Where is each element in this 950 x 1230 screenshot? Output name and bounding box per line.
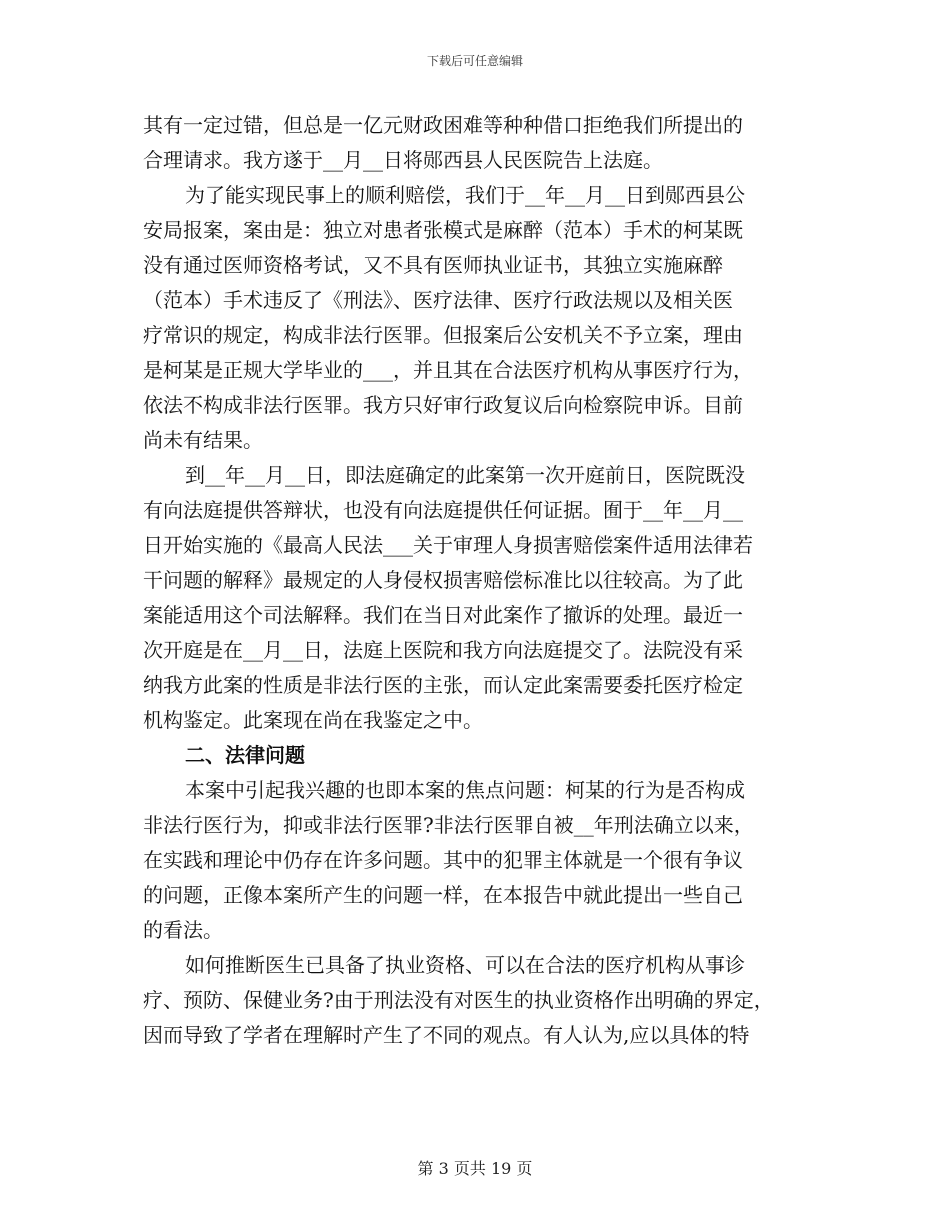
- text-line: （范本）手术违反了《刑法》、医疗法律、医疗行政法规以及相关医: [143, 288, 733, 312]
- text-line: 的问题，正像本案所产生的问题一样，在本报告中就此提出一些自己: [143, 883, 743, 907]
- text-line: 合理请求。我方遂于__月__日将郧西县人民医院告上法庭。: [143, 148, 663, 172]
- text-line: 疗常识的规定，构成非法行医罪。但报案后公安机关不予立案，理由: [143, 323, 743, 347]
- text-line: 机构鉴定。此案现在尚在我鉴定之中。: [143, 708, 483, 732]
- text-line: 依法不构成非法行医罪。我方只好审行政复议后向检察院申诉。目前: [143, 393, 743, 417]
- text-line: 纳我方此案的性质是非法行医的主张，而认定此案需要委托医疗检定: [143, 673, 743, 697]
- page-header: 下载后可任意编辑: [426, 54, 523, 68]
- text-line: 有向法庭提供答辩状，也没有向法庭提供任何证据。囿于__年__月__: [143, 498, 743, 522]
- text-line: 安局报案，案由是：独立对患者张模式是麻醉（范本）手术的柯某既: [143, 218, 743, 242]
- text-line: 案能适用这个司法解释。我们在当日对此案作了撤诉的处理。最近一: [143, 603, 743, 627]
- text-line: 次开庭是在__月__日，法庭上医院和我方向法庭提交了。法院没有采: [143, 638, 743, 662]
- text-line: 其有一定过错，但总是一亿元财政困难等种种借口拒绝我们所提出的: [143, 113, 743, 137]
- text-line: 尚未有结果。: [143, 428, 263, 452]
- text-line: 本案中引起我兴趣的也即本案的焦点问题：柯某的行为是否构成: [185, 778, 745, 802]
- page-number: 第 3 页共 19 页: [417, 1159, 533, 1178]
- text-line: 为了能实现民事上的顺利赔偿，我们于__年__月__日到郧西县公: [185, 183, 745, 207]
- text-line: 疗、预防、保健业务?由于刑法没有对医生的执业资格作出明确的界定，: [143, 988, 774, 1012]
- document-body: [143, 108, 803, 1053]
- text-line: 是柯某是正规大学毕业的___，并且其在合法医疗机构从事医疗行为，: [143, 358, 753, 382]
- text-line: 因而导致了学者在理解时产生了不同的观点。有人认为,应以具体的特: [143, 1023, 750, 1047]
- text-line: 在实践和理论中仍存在许多问题。其中的犯罪主体就是一个很有争议: [143, 848, 743, 872]
- text-line: 非法行医行为，抑或非法行医罪?非法行医罪自被__年刑法确立以来，: [143, 813, 754, 837]
- text-line: 的看法。: [143, 918, 223, 942]
- text-line: 日开始实施的《最高人民法___关于审理人身损害赔偿案件适用法律若: [143, 533, 753, 557]
- text-line: 没有通过医师资格考试，又不具有医师执业证书，其独立实施麻醉: [143, 253, 723, 277]
- text-line: 到__年__月__日，即法庭确定的此案第一次开庭前日，医院既没: [185, 463, 745, 487]
- section-heading: 二、法律问题: [185, 743, 305, 767]
- text-line: 干问题的解释》最规定的人身侵权损害赔偿标准比以往较高。为了此: [143, 568, 743, 592]
- text-line: 如何推断医生已具备了执业资格、可以在合法的医疗机构从事诊: [185, 953, 745, 977]
